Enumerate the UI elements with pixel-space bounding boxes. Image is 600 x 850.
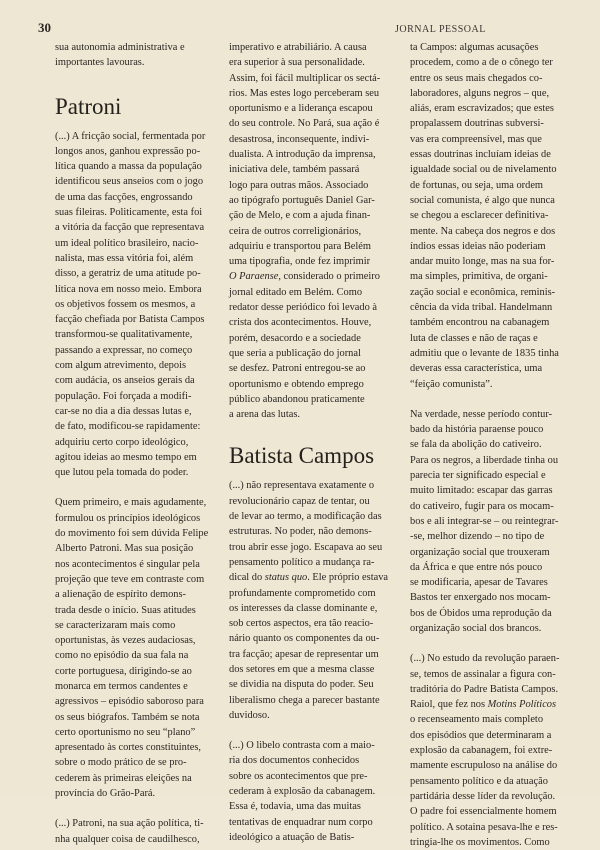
text-line: o recenseamento mais completo xyxy=(410,714,544,726)
section-title-batista-campos: Batista Campos xyxy=(229,443,375,469)
text-line: cederem às primeiras eleições na xyxy=(55,772,192,784)
text-line: era superior à sua personalidade. xyxy=(229,57,365,69)
text-run: dical do xyxy=(229,572,265,584)
text-line: se, temos de assinalar a figura con- xyxy=(410,668,556,680)
text-line: parecia ter significado especial e xyxy=(410,470,546,482)
text-line: ção de Melo, e com a ajuda finan- xyxy=(229,210,371,222)
text-line: de uma das facções, engrossando xyxy=(55,191,193,203)
text-line: se modificaria, apesar de Tavares xyxy=(410,577,548,589)
text-line: índios essas ideias não poderiam xyxy=(410,240,546,252)
text-line: da África e que entre nós pouco xyxy=(410,561,543,573)
column-2 xyxy=(229,40,397,845)
text-line: crista dos acontecimentos. Houve, xyxy=(229,317,372,329)
paragraph xyxy=(410,40,578,392)
text-line: importantes lavouras. xyxy=(55,57,145,69)
text-line: entre os seus mais chegados co- xyxy=(410,72,543,84)
paragraph xyxy=(229,738,397,845)
text-line: Para os negros, a liberdade tinha ou xyxy=(410,454,559,466)
text-line: Essa é, todavia, uma das muitas xyxy=(229,801,361,813)
text-line: do cativeiro, fugir para os mocam- xyxy=(410,500,554,512)
text-line: deveras essa característica, uma xyxy=(410,363,543,375)
text-line: sobre os acontecimentos que pre- xyxy=(229,770,368,782)
section-title-patroni: Patroni xyxy=(55,93,122,119)
paragraph xyxy=(410,407,578,636)
text-line: dualista. A introdução da imprensa, xyxy=(229,149,376,161)
text-line: também encontrou na cabanagem xyxy=(410,317,550,329)
text-line: projeção que teve em contraste com xyxy=(55,573,205,585)
paragraph xyxy=(410,651,578,850)
text-line: nha qualquer coisa de caudilhesco, xyxy=(55,833,200,845)
text-line: sob certos aspectos, era tão reacio- xyxy=(229,618,374,630)
text-line: dos setores em que a mesma classe xyxy=(229,663,375,675)
text-line: cederam à explosão da cabanagem. xyxy=(229,786,376,798)
text-line: luta de classes e não de raças e xyxy=(410,332,538,344)
text-line: oportunismo e a liderança escapou xyxy=(229,103,373,115)
text-line: partidária desse líder da revolução. xyxy=(410,790,556,802)
text-line: os interesses da classe dominante e, xyxy=(229,602,378,614)
text-line: província do Grão-Pará. xyxy=(55,788,156,800)
text-line: como no episódio da sua fala na xyxy=(55,650,189,662)
text-line: organização social que trouxeram xyxy=(410,546,550,558)
text-run: , considerado o primeiro xyxy=(278,271,380,283)
text-line: se fala da abolição do cativeiro. xyxy=(410,439,542,451)
page-number: 30 xyxy=(38,20,51,35)
text-line: oportunismo e obtendo emprego xyxy=(229,378,364,390)
text-line: passando a expressar, no começo xyxy=(55,344,193,356)
text-line: traditória do Padre Batista Campos. xyxy=(410,683,559,695)
text-line: Assim, foi fácil multiplicar os sectá- xyxy=(229,72,381,84)
text-line: ria dos documentos conhecidos xyxy=(229,755,360,767)
text-line: profundamente comprometido com xyxy=(229,587,376,599)
text-line: vas era compreensível, mas que xyxy=(410,133,542,145)
text-line: explosão da cabanagem, foi extre- xyxy=(410,745,553,757)
text-line: lítica nova em nosso meio. Embora xyxy=(55,283,202,295)
text-line: sua autonomia administrativa e xyxy=(55,42,185,53)
text-line: um ideal político brasileiro, nacio- xyxy=(55,237,199,249)
text-line: (...) não representava exatamente o xyxy=(229,480,375,492)
text-line: organização social dos brancos. xyxy=(410,622,542,634)
text-line: propalassem doutrinas subversi- xyxy=(410,118,544,130)
text-line: formulou os princípios ideológicos xyxy=(55,512,201,524)
text-line: (...) No estudo da revolução paraen- xyxy=(410,653,560,665)
text-line: nário quanto os componentes da ou- xyxy=(229,633,380,645)
text-line: se desfez. Patroni entregou-se ao xyxy=(229,363,366,375)
text-line: procedem, como a de o cônego ter xyxy=(410,57,553,69)
text-line: logo para outras mãos. Associado xyxy=(229,179,369,191)
text-line: andar muito longe, mas na sua for- xyxy=(410,256,555,268)
text-line: a vitória da facção que representava xyxy=(55,222,205,234)
text-line: tra facção; apesar de representar um xyxy=(229,648,379,660)
paragraph xyxy=(229,40,397,422)
text-line: adquiriu certo corpo ideológico, xyxy=(55,436,189,448)
text-run: Raiol, que fez nos xyxy=(410,699,486,711)
text-line: essas doutrinas incluíam ideias de xyxy=(410,149,551,161)
text-line: a alienação de espírito demons- xyxy=(55,589,186,601)
text-line: político. A sotaina pesava-lhe e res- xyxy=(410,821,558,833)
text-line: do movimento foi sem dúvida Felipe xyxy=(55,528,209,540)
text-line: trou abrir esse jogo. Escapava ao seu xyxy=(229,541,383,553)
text-line: de fato, modificou-se rapidamente: xyxy=(55,421,201,433)
text-line: -se, melhor dizendo – no tipo de xyxy=(410,531,545,543)
text-line: revolucionário capaz de tentar, ou xyxy=(229,495,370,507)
text-line: Alberto Patroni. Mas sua posição xyxy=(55,543,194,555)
text-line: ma simples, primitiva, de organi- xyxy=(410,271,548,283)
text-line: facção chefiada por Batista Campos xyxy=(55,314,205,326)
paragraph xyxy=(229,478,397,723)
text-line: ao tipógrafo português Daniel Gar- xyxy=(229,194,375,206)
text-line: porém, desacordo e a sociedade xyxy=(229,332,361,344)
text-line: liberalismo chega a parecer bastante xyxy=(229,694,380,706)
text-line: que lutou pela tomada do poder. xyxy=(55,467,189,479)
text-line: nos acontecimentos é singular pela xyxy=(55,558,200,570)
text-line: muito limitado: escapar das garras xyxy=(410,485,553,497)
text-line: ideológico a atuação de Batis- xyxy=(229,831,355,843)
text-run: . Ele próprio estava xyxy=(307,572,389,584)
text-line: dos episódios que determinaram a xyxy=(410,729,552,741)
column-3 xyxy=(410,40,578,850)
paragraph xyxy=(55,495,215,801)
text-line: cência da vida tribal. Handelmann xyxy=(410,302,553,314)
text-line: oportunistas, às vezes audaciosas, xyxy=(55,635,196,647)
text-line: zação social e econômica, reminis- xyxy=(410,286,556,298)
text-line: iniciativa dele, também passará xyxy=(229,164,360,176)
text-line: duvidoso. xyxy=(229,709,270,721)
book-title: Motins Políticos xyxy=(487,699,557,711)
paragraph xyxy=(55,129,215,481)
text-line: identificou seus anseios com o jogo xyxy=(55,176,204,188)
text-line: a arena das lutas. xyxy=(229,409,300,421)
text-line: tringia-lhe os movimentos. Como xyxy=(410,836,550,848)
text-line: de fortunas, ou seja, uma ordem xyxy=(410,179,544,191)
text-line: suas fileiras. Politicamente, esta foi xyxy=(55,207,203,219)
paragraph xyxy=(55,816,215,847)
text-line: “feição comunista”. xyxy=(410,378,493,390)
text-line: Na verdade, nesse período contur- xyxy=(410,408,553,420)
text-line: tentativas de enquadrar num corpo xyxy=(229,816,373,828)
text-line: público abandonou praticamente xyxy=(229,393,365,405)
intro-paragraph xyxy=(55,40,215,71)
text-line: redator desse periódico foi levado à xyxy=(229,302,378,314)
text-line: trada desde o início. Suas atitudes xyxy=(55,604,196,616)
text-line: estruturas. No poder, não demons- xyxy=(229,526,372,538)
text-line: O padre foi essencialmente homem xyxy=(410,806,557,818)
text-line: que seria a publicação do jornal xyxy=(229,347,361,359)
text-line: lítica quando a massa da população xyxy=(55,161,202,173)
text-line: bos e ali integrar-se – ou reintegrar- xyxy=(410,515,559,527)
text-line: jornal editado em Belém. Como xyxy=(229,286,363,298)
text-line: uma tipografia, onde fez imprimir xyxy=(229,256,371,268)
text-line: adquiriu e transportou para Belém xyxy=(229,240,371,252)
text-line: população. Foi forçada a modifi- xyxy=(55,390,192,402)
text-line: bos de Óbidos uma reprodução da xyxy=(410,607,552,619)
text-line: pensamento político e da atuação xyxy=(410,775,548,787)
column-1 xyxy=(55,40,215,847)
text-line: nalista, mas essa vitória foi, além xyxy=(55,252,194,264)
text-line: os objetivos fossem os mesmos, a xyxy=(55,298,196,310)
latin-term: status quo xyxy=(264,572,308,584)
text-line: monarca em termos candentes e xyxy=(55,680,188,692)
text-line: ceira de outros correligionários, xyxy=(229,225,362,237)
text-line: agressivos – episódio saboroso para xyxy=(55,696,204,708)
text-line: imperativo e atrabiliário. A causa xyxy=(229,42,367,53)
text-line: ta Campos: algumas acusações xyxy=(410,42,539,53)
text-line: bado da história paraense pouco xyxy=(410,424,544,436)
text-line: mente. Na cabeça dos negros e dos xyxy=(410,225,556,237)
newspaper-title: O Paraense xyxy=(229,271,279,283)
text-line: social comunista, é algo que nunca xyxy=(410,194,555,206)
running-title: JORNAL PESSOAL xyxy=(395,24,486,35)
text-line: de levar ao termo, a modificação das xyxy=(229,511,382,523)
text-line: Bastos ter enxergado nos mocam- xyxy=(410,592,551,604)
text-line: corte portuguesa, dirigindo-se ao xyxy=(55,665,192,677)
text-line: se chegou a esclarecer definitiva- xyxy=(410,210,549,222)
text-line: do seu controle. No Pará, sua ação é xyxy=(229,118,380,130)
text-line: aliás, eram escravizados; que estes xyxy=(410,103,554,115)
text-line: transformou-se qualitativamente, xyxy=(55,329,193,341)
text-line: com algum atrevimento, depois xyxy=(55,360,187,372)
text-line: disso, a geratriz de uma atitude po- xyxy=(55,268,201,280)
text-line: pensamento político a mudança ra- xyxy=(229,556,375,568)
text-line: (...) A fricção social, fermentada por xyxy=(55,130,206,142)
text-line: agitou ideias ao mesmo tempo em xyxy=(55,451,197,463)
text-line: os seus biógrafos. Também se nota xyxy=(55,711,200,723)
text-line xyxy=(229,269,397,284)
text-line: sobre o modo prático de se pro- xyxy=(55,757,187,769)
text-line: apresentado às cortes constituintes, xyxy=(55,742,202,754)
text-line xyxy=(229,570,397,585)
text-line: se dividia na disputa do poder. Seu xyxy=(229,679,374,691)
text-line: igualdade social ou de nivelamento xyxy=(410,164,557,176)
text-line: se caracterizaram mais como xyxy=(55,619,176,631)
text-line: certo oportunismo no seu “plano” xyxy=(55,726,196,738)
text-line: Quem primeiro, e mais agudamente, xyxy=(55,497,207,509)
text-line: admitiu que o levante de 1835 tinha xyxy=(410,347,559,359)
text-line: (...) Patroni, na sua ação política, ti- xyxy=(55,818,204,830)
text-line xyxy=(410,697,578,712)
text-line: desastrosa, inconsequente, indivi- xyxy=(229,133,370,145)
text-line: com audácia, os anseios gerais da xyxy=(55,375,195,387)
text-line: laboradores, alguns negros – que, xyxy=(410,87,550,99)
text-line: mamente escrupuloso na análise do xyxy=(410,760,558,772)
text-line: rios. Mas estes logo perceberam seu xyxy=(229,87,380,99)
text-line: longos anos, ganhou expressão po- xyxy=(55,145,201,157)
text-line: car-se no dia a dia dessas lutas e, xyxy=(55,405,192,417)
text-line: (...) O libelo contrasta com a maio- xyxy=(229,740,375,752)
